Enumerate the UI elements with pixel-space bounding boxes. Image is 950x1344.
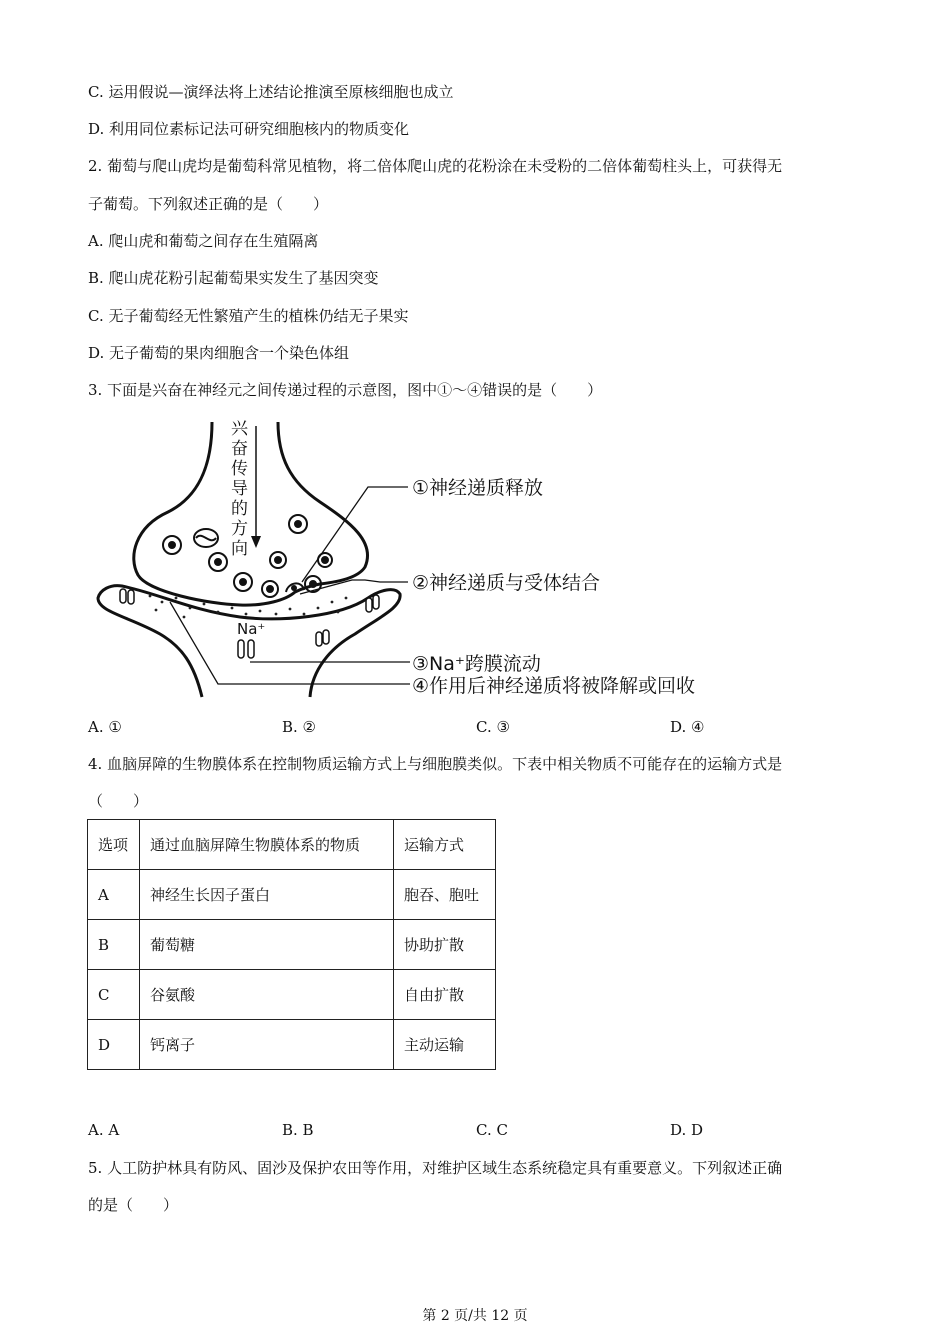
table-row	[88, 920, 496, 970]
q2-stem-line2: 子葡萄。下列叙述正确的是（ ）	[88, 195, 329, 213]
direction-char: 传	[231, 459, 248, 479]
transport-table	[87, 819, 496, 1070]
table-cell: 自由扩散	[394, 970, 496, 1020]
label-2: ②神经递质与受体结合	[412, 572, 601, 594]
q4-option-c: C. C	[476, 1121, 508, 1139]
label-3: ③Na⁺跨膜流动	[412, 653, 541, 675]
q3-option-d: D. ④	[670, 718, 705, 736]
table-cell: D	[88, 1020, 140, 1070]
q4-option-b: B. B	[282, 1121, 314, 1139]
q5-stem-line1: 5. 人工防护林具有防风、固沙及保护农田等作用，对维护区域生态系统稳定具有重要意义。下列叙述正确	[88, 1159, 783, 1177]
table-header-cell: 运输方式	[394, 820, 496, 870]
table-header-cell: 通过血脑屏障生物膜体系的物质	[140, 820, 394, 870]
direction-char: 奋	[231, 439, 248, 459]
label-1: ①神经递质释放	[412, 477, 544, 499]
page-footer: 第 2 页/共 12 页	[422, 1308, 528, 1324]
q2-stem-line1: 2. 葡萄与爬山虎均是葡萄科常见植物，将二倍体爬山虎的花粉涂在未受粉的二倍体葡萄柱头上，可获得无	[88, 157, 783, 175]
q4-option-d: D. D	[670, 1121, 704, 1139]
direction-char: 方	[231, 519, 248, 539]
q5-stem-line2: 的是（ ）	[88, 1196, 179, 1214]
direction-char: 向	[231, 539, 248, 559]
table-cell: 谷氨酸	[140, 970, 394, 1020]
table-cell: 协助扩散	[394, 920, 496, 970]
table-row	[88, 970, 496, 1020]
q3-option-b: B. ②	[282, 718, 317, 736]
q4-stem-line2: （ ）	[88, 792, 149, 810]
synapse-figure	[90, 412, 750, 707]
q3-option-c: C. ③	[476, 718, 510, 736]
q2-option-a: A. 爬山虎和葡萄之间存在生殖隔离	[88, 232, 319, 250]
q2-option-c: C. 无子葡萄经无性繁殖产生的植株仍结无子果实	[88, 307, 409, 325]
table-cell: 钙离子	[140, 1020, 394, 1070]
q3-stem: 3. 下面是兴奋在神经元之间传递过程的示意图，图中①～④错误的是（ ）	[88, 381, 603, 399]
q3-option-a: A. ①	[88, 718, 122, 736]
direction-char: 兴	[231, 419, 248, 439]
table-cell: B	[88, 920, 140, 970]
table-cell: C	[88, 970, 140, 1020]
table-row	[88, 870, 496, 920]
q2-option-d: D. 无子葡萄的果肉细胞含一个染色体组	[88, 344, 350, 362]
table-header-row	[88, 820, 496, 870]
table-cell: 胞吞、胞吐	[394, 870, 496, 920]
q2-option-b: B. 爬山虎花粉引起葡萄果实发生了基因突变	[88, 269, 379, 287]
q1-option-c: C. 运用假说—演绎法将上述结论推演至原核细胞也成立	[88, 83, 454, 101]
table-cell: A	[88, 870, 140, 920]
direction-char: 导	[231, 479, 248, 499]
table-cell: 主动运输	[394, 1020, 496, 1070]
table-row	[88, 1020, 496, 1070]
q4-stem-line1: 4. 血脑屏障的生物膜体系在控制物质运输方式上与细胞膜类似。下表中相关物质不可能存在的运输方式是	[88, 755, 783, 773]
table-cell: 神经生长因子蛋白	[140, 870, 394, 920]
table-header-cell: 选项	[88, 820, 140, 870]
na-ion-label: Na⁺	[237, 620, 266, 638]
label-4: ④作用后神经递质将被降解或回收	[412, 675, 696, 697]
table-cell: 葡萄糖	[140, 920, 394, 970]
q4-option-a: A. A	[88, 1121, 120, 1139]
q1-option-d: D. 利用同位素标记法可研究细胞核内的物质变化	[88, 120, 410, 138]
direction-char: 的	[231, 499, 248, 519]
